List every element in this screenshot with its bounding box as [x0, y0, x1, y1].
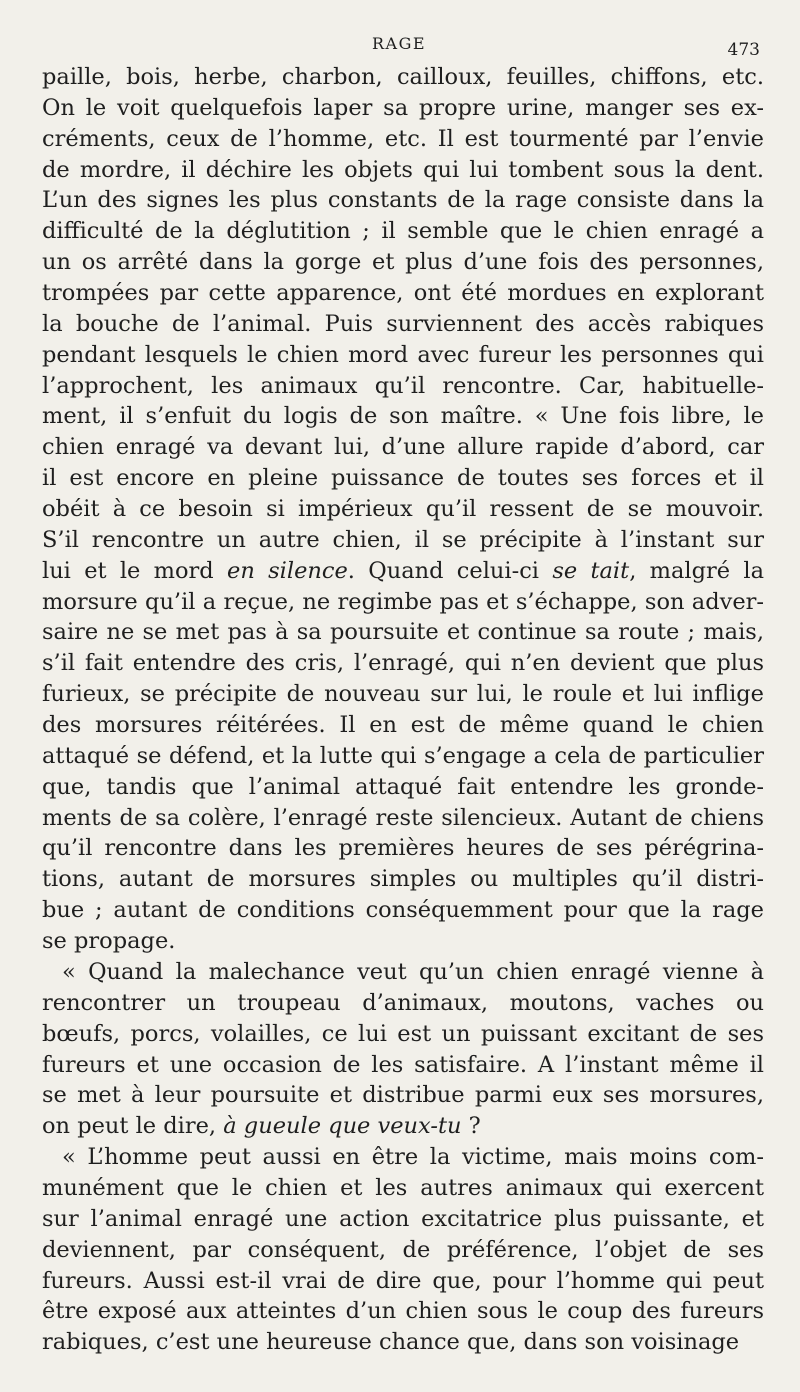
text-line: [42, 803, 764, 834]
text-segment: obéit à ce besoin si impérieux qu’il ressent de se mouvoir.: [42, 496, 764, 523]
text-segment: saire ne se met pas à sa poursuite et continue sa route ; mais,: [42, 619, 764, 646]
italic-text: en silence: [227, 557, 348, 584]
text-line: [42, 1142, 764, 1173]
text-segment: trompées par cette apparence, ont été mordues en explorant: [42, 280, 764, 307]
text-segment: fureurs et une occasion de les satisfaire. A l’instant même il: [42, 1051, 764, 1078]
text-line: [42, 1327, 764, 1358]
text-segment: « Quand la malechance veut qu’un chien enragé vienne à: [62, 958, 764, 985]
text-segment: munément que le chien et les autres animaux qui exercent: [42, 1174, 764, 1201]
text-segment: , malgré la: [629, 557, 764, 584]
text-segment: pendant lesquels le chien mord avec fureur les personnes qui: [42, 341, 764, 368]
text-segment: On le voit quelquefois laper sa propre urine, manger ses ex-: [42, 94, 764, 121]
text-segment: paille, bois, herbe, charbon, cailloux, feuilles, chiffons, etc.: [42, 64, 764, 90]
text-segment: furieux, se précipite de nouveau sur lui, le roule et lui inflige: [42, 681, 764, 708]
text-segment: créments, ceux de l’homme, etc. Il est tourmenté par l’envie: [42, 125, 764, 152]
text-segment: de mordre, il déchire les objets qui lui tombent sous la dent.: [42, 156, 764, 183]
text-segment: la bouche de l’animal. Puis surviennent des accès rabiques: [42, 310, 764, 337]
text-segment: S’il rencontre un autre chien, il se précipite à l’instant sur: [42, 526, 764, 553]
text-line: [42, 155, 764, 186]
text-segment: ment, il s’enfuit du logis de son maître. « Une fois libre, le: [42, 403, 764, 430]
body-text: [42, 62, 764, 1358]
text-segment: « L’homme peut aussi en être la victime, mais moins com-: [62, 1144, 764, 1171]
text-line: [42, 525, 764, 556]
italic-text: à gueule que veux-tu: [223, 1113, 462, 1140]
text-segment: se met à leur poursuite et distribue parmi eux ses morsures,: [42, 1082, 764, 1109]
text-line: [42, 247, 764, 278]
text-line: [42, 926, 764, 957]
text-segment: deviennent, par conséquent, de préférence, l’objet de ses: [42, 1236, 764, 1263]
text-line: [42, 556, 764, 587]
italic-text: se tait: [552, 557, 630, 584]
text-segment: attaqué se défend, et la lutte qui s’engage a cela de particulier: [42, 742, 764, 769]
text-line: [42, 1296, 764, 1327]
text-line: [42, 1080, 764, 1111]
text-line: [42, 185, 764, 216]
text-line: [42, 62, 764, 93]
text-line: [42, 1204, 764, 1235]
text-line: [42, 772, 764, 803]
text-segment: des morsures réitérées. Il en est de même quand le chien: [42, 712, 764, 739]
text-line: [42, 679, 764, 710]
text-segment: fureurs. Aussi est-il vrai de dire que, pour l’homme qui peut: [42, 1267, 764, 1294]
text-line: [42, 864, 764, 895]
text-line: [42, 93, 764, 124]
text-segment: se propage.: [42, 928, 176, 955]
text-line: [42, 278, 764, 309]
text-segment: l’approchent, les animaux qu’il rencontre. Car, habituelle-: [42, 372, 764, 399]
text-line: [42, 833, 764, 864]
text-line: [42, 371, 764, 402]
text-segment: un os arrêté dans la gorge et plus d’une fois des personnes,: [42, 249, 764, 276]
page-header: [0, 34, 800, 58]
text-segment: lui et le mord: [42, 557, 228, 584]
text-line: [42, 340, 764, 371]
running-head: RAGE: [372, 34, 427, 53]
text-line: [42, 124, 764, 155]
text-segment: . Quand celui-ci: [347, 557, 553, 584]
text-segment: s’il fait entendre des cris, l’enragé, qui n’en devient que plus: [42, 650, 764, 677]
text-segment: rabiques, c’est une heureuse chance que, dans son voisinage: [42, 1329, 740, 1356]
text-line: [42, 988, 764, 1019]
text-line: [42, 648, 764, 679]
text-segment: difficulté de la déglutition ; il semble que le chien enragé a: [42, 218, 764, 245]
text-segment: il est encore en pleine puissance de toutes ses forces et il: [42, 465, 764, 492]
text-line: [42, 1050, 764, 1081]
text-segment: on peut le dire,: [42, 1113, 224, 1140]
text-segment: bœufs, porcs, volailles, ce lui est un puissant excitant de ses: [42, 1020, 764, 1047]
text-line: [42, 710, 764, 741]
text-segment: que, tandis que l’animal attaqué fait entendre les gronde-: [42, 773, 764, 800]
text-segment: rencontrer un troupeau d’animaux, moutons, vaches ou: [42, 989, 764, 1016]
text-line: [42, 617, 764, 648]
text-line: [42, 309, 764, 340]
text-line: [42, 957, 764, 988]
text-line: [42, 401, 764, 432]
text-line: [42, 895, 764, 926]
text-line: [42, 1235, 764, 1266]
text-line: [42, 1019, 764, 1050]
text-line: [42, 463, 764, 494]
text-line: [42, 216, 764, 247]
text-line: [42, 432, 764, 463]
text-line: [42, 587, 764, 618]
text-line: [42, 1173, 764, 1204]
text-segment: ?: [461, 1113, 481, 1140]
text-segment: ments de sa colère, l’enragé reste silencieux. Autant de chiens: [42, 804, 764, 831]
text-line: [42, 1266, 764, 1297]
text-segment: sur l’animal enragé une action excitatrice plus puissante, et: [42, 1205, 764, 1232]
text-segment: qu’il rencontre dans les premières heures de ses pérégrina-: [42, 835, 764, 862]
text-segment: chien enragé va devant lui, d’une allure rapide d’abord, car: [42, 434, 764, 461]
text-segment: être exposé aux atteintes d’un chien sous le coup des fureurs: [42, 1298, 764, 1325]
page-number: 473: [727, 40, 760, 60]
text-line: [42, 741, 764, 772]
text-segment: morsure qu’il a reçue, ne regimbe pas et s’échappe, son adver-: [42, 588, 764, 615]
text-line: [42, 1111, 764, 1142]
text-segment: L’un des signes les plus constants de la rage consiste dans la: [42, 187, 764, 214]
text-segment: tions, autant de morsures simples ou multiples qu’il distri-: [42, 866, 764, 893]
text-line: [42, 494, 764, 525]
text-segment: bue ; autant de conditions conséquemment pour que la rage: [42, 897, 764, 924]
